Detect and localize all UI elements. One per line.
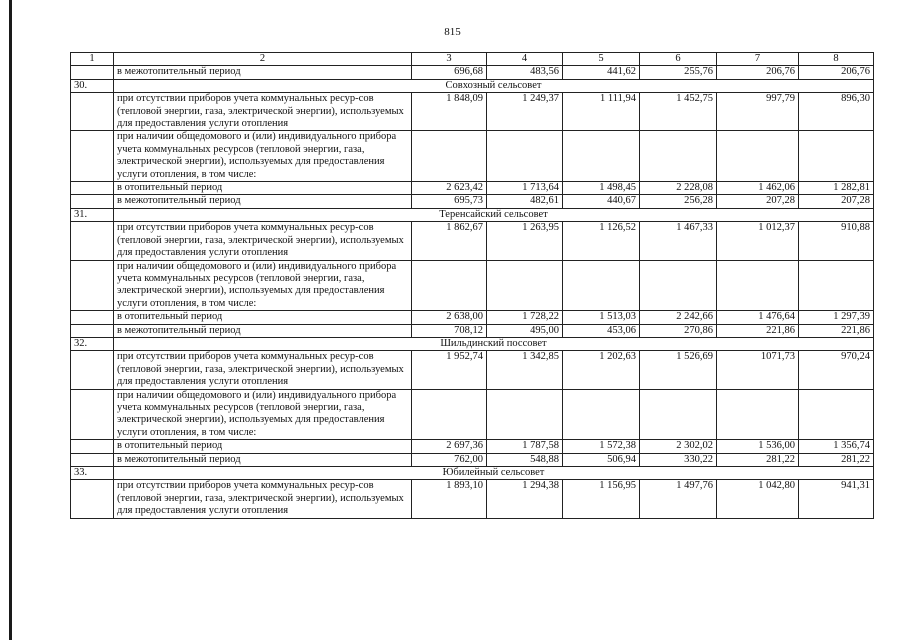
table-row [71, 93, 874, 131]
value-cell: 1 356,74 [799, 440, 874, 453]
value-cell [563, 131, 640, 182]
section-row [71, 467, 874, 480]
value-cell: 1 536,00 [717, 440, 799, 453]
value-cell: 1 893,10 [412, 480, 487, 518]
row-label-cell: при наличии общедомового и (или) индивидуального прибора учета коммунальных ресурсов (тепловой энергии, газа, электрической энергии), используемых для предоставления услуги отопления, в том числе: [114, 260, 412, 311]
value-cell: 2 638,00 [412, 311, 487, 324]
table-row [71, 182, 874, 195]
value-cell: 1 126,52 [563, 222, 640, 260]
value-cell [412, 131, 487, 182]
value-cell [799, 389, 874, 440]
header-cell: 2 [114, 53, 412, 66]
value-cell: 281,22 [717, 453, 799, 466]
value-cell: 910,88 [799, 222, 874, 260]
value-cell: 1 952,74 [412, 351, 487, 389]
value-cell: 2 302,02 [640, 440, 717, 453]
row-label-cell: в отопительный период [114, 440, 412, 453]
value-cell: 1 042,80 [717, 480, 799, 518]
value-cell [640, 260, 717, 311]
value-cell: 1 513,03 [563, 311, 640, 324]
table-row [71, 311, 874, 324]
value-cell: 207,28 [799, 195, 874, 208]
value-cell: 1 526,69 [640, 351, 717, 389]
value-cell: 207,28 [717, 195, 799, 208]
value-cell: 506,94 [563, 453, 640, 466]
value-cell: 1 862,67 [412, 222, 487, 260]
value-cell [717, 389, 799, 440]
header-cell: 3 [412, 53, 487, 66]
value-cell: 1 452,75 [640, 93, 717, 131]
row-number-cell [71, 93, 114, 131]
value-cell: 1 263,95 [487, 222, 563, 260]
header-cell: 5 [563, 53, 640, 66]
value-cell: 2 242,66 [640, 311, 717, 324]
value-cell: 483,56 [487, 66, 563, 79]
section-title: Совхозный сельсовет [114, 79, 874, 92]
row-label-cell: в отопительный период [114, 311, 412, 324]
value-cell: 206,76 [717, 66, 799, 79]
header-cell: 7 [717, 53, 799, 66]
row-number-cell [71, 131, 114, 182]
value-cell: 695,73 [412, 195, 487, 208]
value-cell [412, 389, 487, 440]
section-row [71, 337, 874, 350]
value-cell: 2 623,42 [412, 182, 487, 195]
value-cell: 1 202,63 [563, 351, 640, 389]
value-cell [640, 389, 717, 440]
value-cell: 762,00 [412, 453, 487, 466]
value-cell [487, 389, 563, 440]
table-header-row [71, 53, 874, 66]
value-cell: 548,88 [487, 453, 563, 466]
value-cell: 1 787,58 [487, 440, 563, 453]
row-label-cell: в отопительный период [114, 182, 412, 195]
value-cell: 708,12 [412, 324, 487, 337]
value-cell: 896,30 [799, 93, 874, 131]
value-cell [799, 260, 874, 311]
value-cell: 255,76 [640, 66, 717, 79]
value-cell: 1 012,37 [717, 222, 799, 260]
section-row [71, 79, 874, 92]
value-cell [563, 389, 640, 440]
value-cell: 1 294,38 [487, 480, 563, 518]
header-cell: 1 [71, 53, 114, 66]
value-cell: 270,86 [640, 324, 717, 337]
row-label-cell: в межотопительный период [114, 195, 412, 208]
left-margin-rule [9, 0, 12, 640]
row-number-cell [71, 440, 114, 453]
value-cell: 997,79 [717, 93, 799, 131]
value-cell [640, 131, 717, 182]
value-cell: 696,68 [412, 66, 487, 79]
table-row [71, 351, 874, 389]
table-row [71, 453, 874, 466]
value-cell: 441,62 [563, 66, 640, 79]
row-number-cell [71, 222, 114, 260]
row-number-cell [71, 66, 114, 79]
row-number-cell [71, 480, 114, 518]
value-cell [412, 260, 487, 311]
row-label-cell: в межотопительный период [114, 66, 412, 79]
row-label-cell: при наличии общедомового и (или) индивидуального прибора учета коммунальных ресурсов (тепловой энергии, газа, электрической энергии), используемых для предоставления услуги отопления, в том числе: [114, 131, 412, 182]
table-row [71, 222, 874, 260]
value-cell [487, 260, 563, 311]
value-cell: 440,67 [563, 195, 640, 208]
value-cell: 941,31 [799, 480, 874, 518]
value-cell: 221,86 [717, 324, 799, 337]
section-number: 33. [71, 467, 114, 480]
row-number-cell [71, 311, 114, 324]
header-cell: 8 [799, 53, 874, 66]
value-cell: 1 713,64 [487, 182, 563, 195]
row-number-cell [71, 351, 114, 389]
value-cell: 2 697,36 [412, 440, 487, 453]
value-cell: 221,86 [799, 324, 874, 337]
value-cell: 453,06 [563, 324, 640, 337]
row-number-cell [71, 324, 114, 337]
row-label-cell: при отсутствии приборов учета коммунальных ресур-сов (тепловой энергии, газа, электрической энергии), используемых для предоставления услуги отопления [114, 351, 412, 389]
value-cell: 256,28 [640, 195, 717, 208]
row-label-cell: в межотопительный период [114, 324, 412, 337]
row-number-cell [71, 389, 114, 440]
value-cell: 2 228,08 [640, 182, 717, 195]
tariff-table [70, 52, 874, 519]
row-number-cell [71, 195, 114, 208]
value-cell [487, 131, 563, 182]
value-cell: 330,22 [640, 453, 717, 466]
value-cell: 206,76 [799, 66, 874, 79]
table-row [71, 324, 874, 337]
value-cell: 1 111,94 [563, 93, 640, 131]
section-number: 30. [71, 79, 114, 92]
row-label-cell: при отсутствии приборов учета коммунальных ресур-сов (тепловой энергии, газа, электрической энергии), используемых для предоставления услуги отопления [114, 480, 412, 518]
table-row [71, 480, 874, 518]
value-cell: 1 342,85 [487, 351, 563, 389]
header-cell: 4 [487, 53, 563, 66]
table-row [71, 131, 874, 182]
value-cell [717, 260, 799, 311]
row-label-cell: при наличии общедомового и (или) индивидуального прибора учета коммунальных ресурсов (тепловой энергии, газа, электрической энергии), используемых для предоставления услуги отопления, в том числе: [114, 389, 412, 440]
table-row [71, 260, 874, 311]
value-cell: 1 572,38 [563, 440, 640, 453]
value-cell: 1 498,45 [563, 182, 640, 195]
table-row [71, 389, 874, 440]
row-label-cell: при отсутствии приборов учета коммунальных ресур-сов (тепловой энергии, газа, электрической энергии), используемых для предоставления услуги отопления [114, 222, 412, 260]
value-cell: 1 476,64 [717, 311, 799, 324]
row-label-cell: при отсутствии приборов учета коммунальных ресур-сов (тепловой энергии, газа, электрической энергии), используемых для предоставления услуги отопления [114, 93, 412, 131]
section-title: Юбилейный сельсовет [114, 467, 874, 480]
table-row [71, 440, 874, 453]
value-cell [717, 131, 799, 182]
value-cell: 281,22 [799, 453, 874, 466]
header-cell: 6 [640, 53, 717, 66]
table-row [71, 195, 874, 208]
value-cell: 1 728,22 [487, 311, 563, 324]
value-cell: 495,00 [487, 324, 563, 337]
value-cell: 1 497,76 [640, 480, 717, 518]
table-row [71, 66, 874, 79]
row-number-cell [71, 260, 114, 311]
row-number-cell [71, 182, 114, 195]
value-cell: 1 462,06 [717, 182, 799, 195]
value-cell: 970,24 [799, 351, 874, 389]
value-cell [799, 131, 874, 182]
row-label-cell: в межотопительный период [114, 453, 412, 466]
page-number: 815 [444, 26, 461, 38]
value-cell: 1071,73 [717, 351, 799, 389]
section-title: Теренсайский сельсовет [114, 208, 874, 221]
value-cell [563, 260, 640, 311]
section-number: 32. [71, 337, 114, 350]
section-number: 31. [71, 208, 114, 221]
value-cell: 1 297,39 [799, 311, 874, 324]
section-row [71, 208, 874, 221]
section-title: Шильдинский поссовет [114, 337, 874, 350]
value-cell: 1 156,95 [563, 480, 640, 518]
value-cell: 1 282,81 [799, 182, 874, 195]
value-cell: 1 848,09 [412, 93, 487, 131]
row-number-cell [71, 453, 114, 466]
value-cell: 1 467,33 [640, 222, 717, 260]
value-cell: 482,61 [487, 195, 563, 208]
value-cell: 1 249,37 [487, 93, 563, 131]
tariff-table-body [71, 53, 874, 519]
